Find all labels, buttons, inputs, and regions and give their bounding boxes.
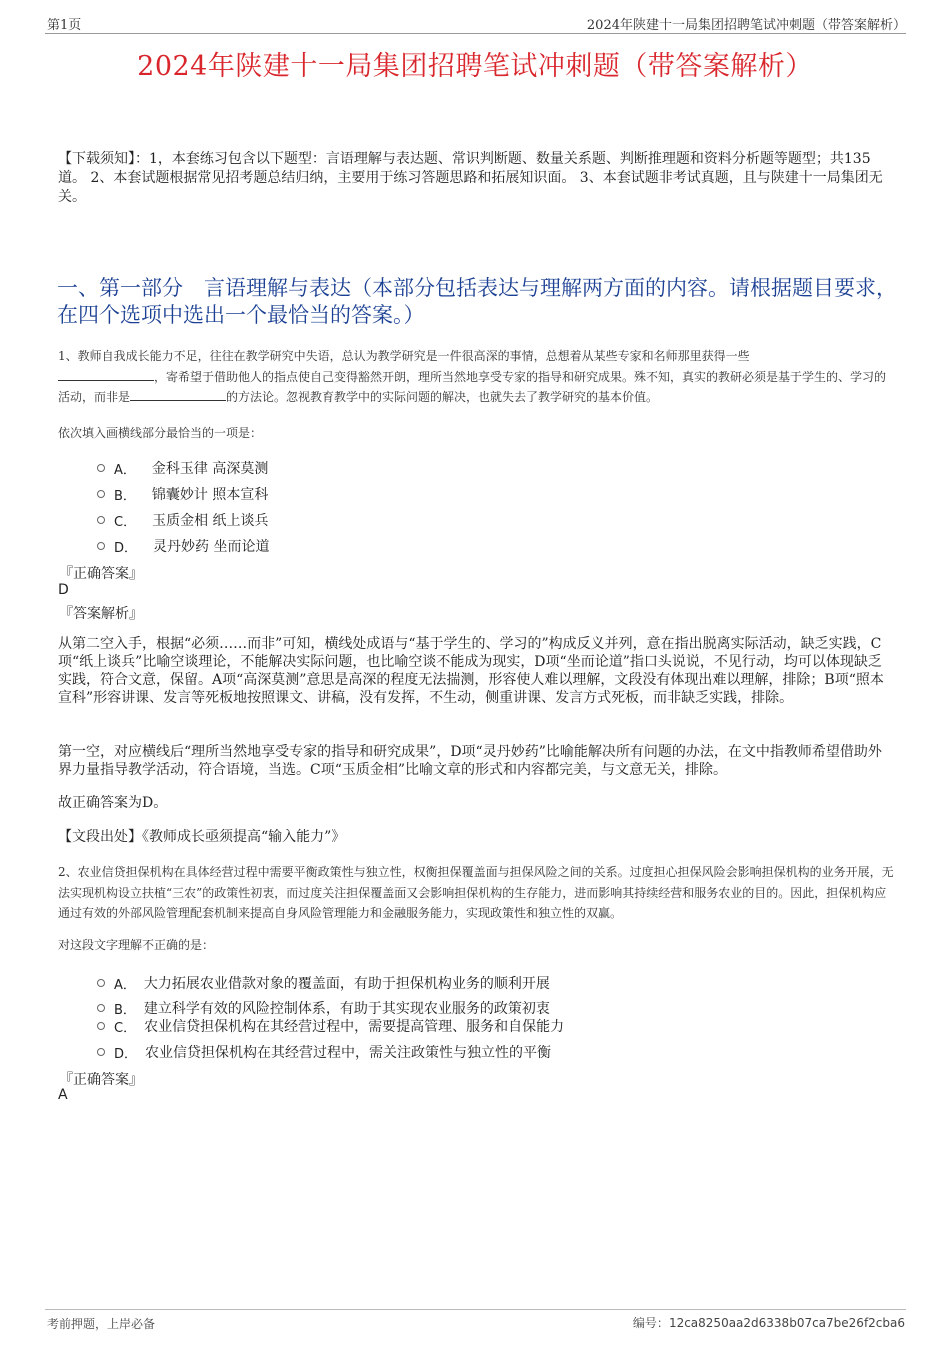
option-letter: A． — [114, 462, 136, 478]
question-2-prompt: 对这段文字理解不正确的是： — [58, 938, 215, 952]
q1-option-b[interactable] — [97, 484, 268, 504]
fill-blank-1 — [58, 368, 154, 381]
section-heading: 一、第一部分 言语理解与表达（本部分包括表达与理解两方面的内容。请根据题目要求，在四个选项中选出一个最恰当的答案。） — [57, 276, 897, 327]
question-1-prompt: 依次填入画横线部分最恰当的一项是： — [58, 426, 263, 440]
question-1-text-b: ，寄希望于借助他人的指点使自己变得豁然开朗，理所当然地享受专家的指导和研究成果。殊不知，真实的教研必须是基于学生的、学习的活动，而非是 — [58, 369, 887, 404]
question-1-text-c: 的方法论。忽视教育教学中的实际问题的解决，也就失去了教学研究的基本价值。 — [226, 390, 659, 404]
footer-slogan: 考前押题，上岸必备 — [47, 1317, 156, 1331]
correct-answer-value: D — [58, 582, 69, 598]
option-letter: D． — [114, 1046, 138, 1062]
radio-circle-icon[interactable] — [97, 516, 105, 524]
q2-option-c[interactable] — [97, 1016, 564, 1036]
radio-circle-icon[interactable] — [97, 1022, 105, 1030]
option-letter: A． — [114, 977, 136, 993]
option-text: 金科玉律 高深莫测 — [151, 461, 269, 477]
analysis-label: 『答案解析』 — [59, 606, 143, 622]
q2-option-d[interactable] — [97, 1042, 551, 1062]
radio-circle-icon[interactable] — [97, 542, 105, 550]
analysis-conclusion: 故正确答案为D。 — [58, 795, 168, 811]
option-text: 锦囊妙计 照本宣科 — [151, 487, 269, 503]
radio-circle-icon[interactable] — [97, 979, 105, 987]
option-text: 大力拓展农业借款对象的覆盖面，有助于担保机构业务的顺利开展 — [143, 976, 550, 992]
radio-circle-icon[interactable] — [97, 490, 105, 498]
fill-blank-2 — [130, 388, 226, 401]
option-text: 灵丹妙药 坐而论道 — [153, 539, 270, 555]
question-1-text-a: 1、教师自我成长能力不足，往往在教学研究中失语，总认为教学研究是一件很高深的事情，总想着从某些专家和名师那里获得一些 — [58, 349, 750, 363]
page-title: 2024年陕建十一局集团招聘笔试冲刺题（带答案解析） — [137, 51, 813, 82]
q1-option-c[interactable] — [97, 510, 269, 530]
q1-option-a[interactable] — [97, 458, 268, 478]
radio-circle-icon[interactable] — [97, 464, 105, 472]
q1-option-d[interactable] — [97, 536, 269, 556]
option-text: 农业信贷担保机构在其经营过程中，需要提高管理、服务和自保能力 — [144, 1019, 565, 1035]
q2-option-b[interactable] — [97, 998, 550, 1018]
code-label: 编号： — [632, 1316, 669, 1330]
option-letter: B． — [114, 488, 136, 504]
analysis-paragraph-2: 第一空，对应横线后“理所当然地享受专家的指导和研究成果”，D项“灵丹妙药”比喻能解决所有问题的办法，在文中指教师希望借助外界力量指导教学活动，符合语境，当选。C项“玉质金相”比喻文章的形式和内容都完美，与文意无关，排除。 — [58, 744, 882, 778]
footer-divider — [45, 1309, 906, 1310]
passage-source: 【文段出处】《教师成长亟须提高“输入能力”》 — [58, 829, 346, 845]
option-text: 建立科学有效的风险控制体系，有助于其实现农业服务的政策初衷 — [143, 1001, 550, 1017]
option-text: 玉质金相 纸上谈兵 — [152, 513, 269, 529]
option-letter: D． — [114, 540, 138, 556]
correct-answer-value: A — [58, 1087, 68, 1103]
document-code — [633, 1314, 905, 1331]
radio-circle-icon[interactable] — [97, 1048, 105, 1056]
page-number: 第1页 — [47, 18, 82, 33]
analysis-paragraph-1: 从第二空入手，根据“必须……而非”可知，横线处成语与“基于学生的、学习的”构成反义并列，意在指出脱离实际活动，缺乏实践，C项“纸上谈兵”比喻空谈理论，不能解决实际问题，也比喻空谈不能成为现实，D项“坐而论道”指口头说说，不见行动，均可以体现缺乏实践，符合文意，保留。A项“高深莫测”意思是高深的程度无法揣测，形容使人难以理解，文段没有体现出难以理解，排除；B项“照本宣科”形容讲课、发言等死板地按照课文、讲稿，没有发挥，不生动，侧重讲课、发言方式死板，而非缺乏实践，排除。 — [58, 636, 884, 706]
code-value: 12ca8250aa2d6338b07ca7be26f2cba6 — [668, 1316, 905, 1330]
question-1-stem — [58, 346, 896, 408]
option-letter: C． — [114, 514, 137, 530]
correct-answer-label: 『正确答案』 — [59, 566, 143, 582]
header-divider — [45, 33, 906, 34]
question-2-stem: 2、农业信贷担保机构在具体经营过程中需要平衡政策性与独立性，权衡担保覆盖面与担保风险之间的关系。过度担心担保风险会影响担保机构的业务开展，无法实现机构设立扶植“三农”的政策性初衷，而过度关注担保覆盖面又会影响担保机构的生存能力，进而影响其持续经营和服务农业的目的。因此，担保机构应通过有效的外部风险管理配套机制来提高自身风险管理能力和金融服务能力，实现政策性和独立性的双赢。 — [58, 865, 894, 920]
option-letter: B． — [114, 1002, 136, 1018]
correct-answer-label: 『正确答案』 — [59, 1072, 143, 1088]
option-letter: C． — [114, 1020, 137, 1036]
download-notice: 【下载须知】：1，本套练习包含以下题型：言语理解与表达题、常识判断题、数量关系题、判断推理题和资料分析题等题型；共135道。 2、本套试题根据常见招考题总结归纳，主要用于练习答题思路和拓展知识面。 3、本套试题非考试真题，且与陕建十一局集团无关。 — [58, 151, 883, 205]
q2-option-a[interactable] — [97, 973, 550, 993]
radio-circle-icon[interactable] — [97, 1004, 105, 1012]
option-text: 农业信贷担保机构在其经营过程中，需关注政策性与独立性的平衡 — [145, 1045, 552, 1061]
running-header-title: 2024年陕建十一局集团招聘笔试冲刺题（带答案解析） — [586, 18, 906, 33]
